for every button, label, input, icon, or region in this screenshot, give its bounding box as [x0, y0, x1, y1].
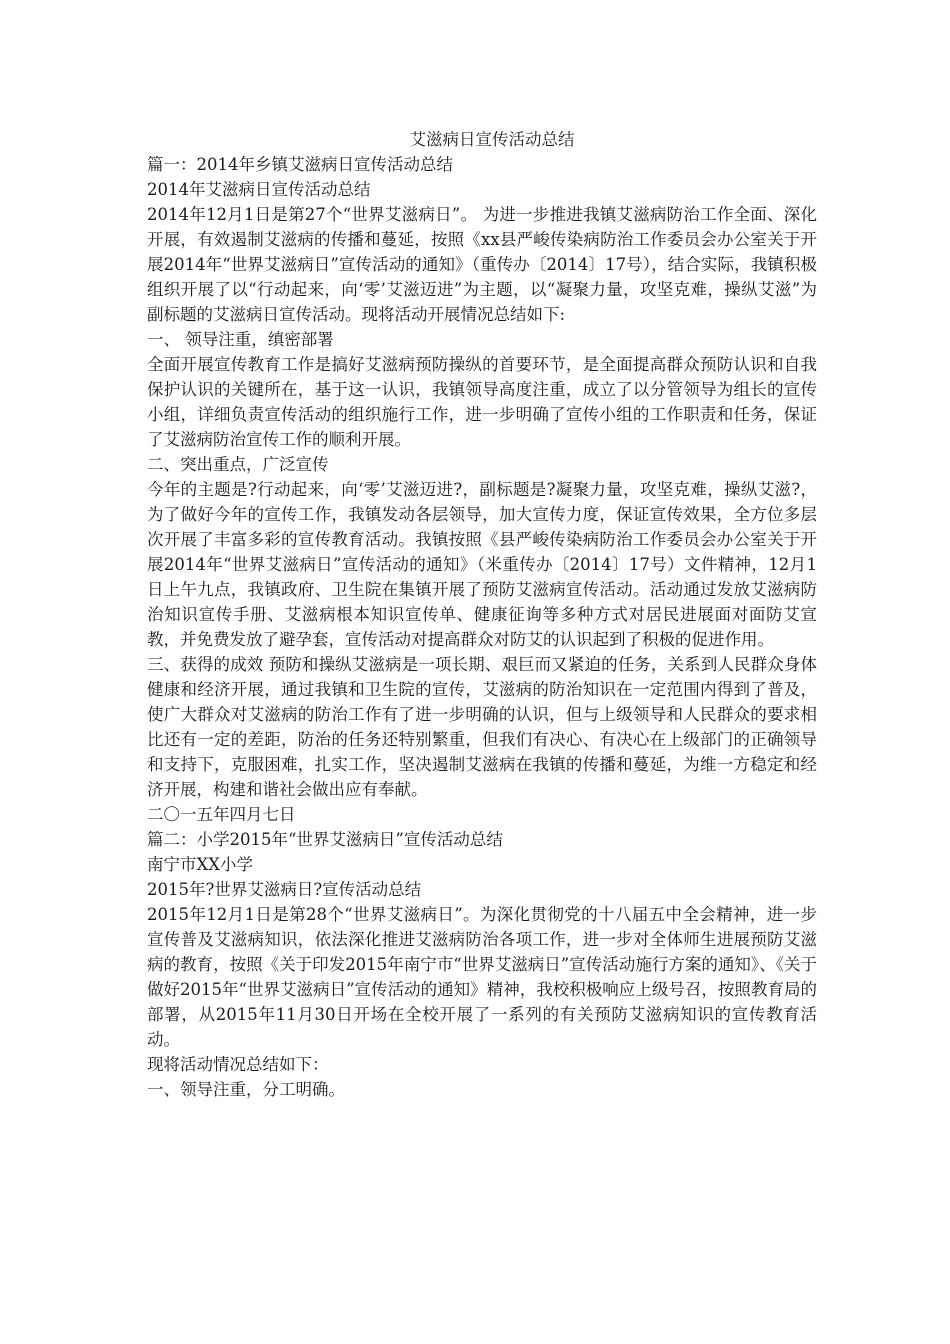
part1-intro-paragraph: 2014年12月1日是第27个“世界艾滋病日”。 为进一步推进我镇艾滋病防治工作全面、深化开展，有效遏制艾滋病的传播和蔓延，按照《xx县严峻传染病防治工作委员会办公室关于开展2014年“世界艾滋病日”宣传活动的通知》（重传办〔2014〕17号），结合实际，我镇积极组织开展了以“行动起来，向‘零’艾滋迈进”为主题，以“凝聚力量，攻坚克难，操纵艾滋”为副标题的艾滋病日宣传活动。现将活动开展情况总结如下: [147, 205, 817, 324]
part1-section1-paragraph: 全面开展宣传教育工作是搞好艾滋病预防操纵的首要环节，是全面提高群众预防认识和自我保护认识的关键所在，基于这一认识，我镇领导高度注重，成立了以分管领导为组长的宣传小组，详细负责宣传活动的组织施行工作，进一步明确了宣传小组的工作职责和任务，保证了艾滋病防治宣传工作的顺利开展。 [147, 355, 817, 449]
part1-section2-paragraph: 今年的主题是?行动起来，向‘零’艾滋迈进?，副标题是?凝聚力量，攻坚克难，操纵艾滋?，为了做好今年的宣传工作，我镇发动各层领导，加大宣传力度，保证宣传效果，全方位多层次开展了丰富多彩的宣传教育活动。我镇按照《县严峻传染病防治工作委员会办公室关于开展2014年“世界艾滋病日”宣传活动的通知》（米重传办〔2014〕17号）文件精神，12月1日上午九点，我镇政府、卫生院在集镇开展了预防艾滋病宣传活动。活动通过发放艾滋病防治知识宣传手册、艾滋病根本知识宣传单、健康征询等多种方式对居民进展面对面防艾宣教，并免费发放了避孕套，宣传活动对提高群众对防艾的认识起到了积极的促进作用。 [147, 480, 817, 649]
document-title: 艾滋病日宣传活动总结 [409, 130, 575, 149]
part1-section2-heading: 二、突出重点，广泛宣传 [147, 455, 329, 474]
part2-heading: 篇二：小学2015年“世界艾滋病日”宣传活动总结 [147, 830, 503, 849]
part1-date: 二〇一五年四月七日 [147, 805, 296, 824]
document-body [147, 127, 817, 1102]
part1-section1-heading: 一、 领导注重，缜密部署 [147, 330, 334, 349]
part1-heading: 篇一：2014年乡镇艾滋病日宣传活动总结 [147, 155, 453, 174]
part2-school-name: 南宁市XX小学 [147, 855, 253, 874]
part2-summary-line: 现将活动情况总结如下： [147, 1055, 329, 1074]
part2-subtitle: 2015年?世界艾滋病日?宣传活动总结 [147, 880, 422, 899]
part1-section3-paragraph: 三、获得的成效 预防和操纵艾滋病是一项长期、艰巨而又紧迫的任务，关系到人民群众身体健康和经济开展，通过我镇和卫生院的宣传，艾滋病的防治知识在一定范围内得到了普及，使广大群众对艾滋病的防治工作有了进一步明确的认识，但与上级领导和人民群众的要求相比还有一定的差距，防治的任务还特别繁重，但我们有决心、有决心在上级部门的正确领导和支持下，克服困难，扎实工作，坚决遏制艾滋病在我镇的传播和蔓延，为维一方稳定和经济开展，构建和谐社会做出应有奉献。 [147, 655, 817, 799]
part1-subtitle: 2014年艾滋病日宣传活动总结 [147, 180, 371, 199]
part2-section1-heading: 一、领导注重，分工明确。 [147, 1080, 345, 1099]
part2-intro-paragraph: 2015年12月1日是第28个“世界艾滋病日”。为深化贯彻党的十八届五中全会精神，进一步宣传普及艾滋病知识，依法深化推进艾滋病防治各项工作，进一步对全体师生进展预防艾滋病的教育，按照《关于印发2015年南宁市“世界艾滋病日”宣传活动施行方案的通知》、《关于做好2015年“世界艾滋病日”宣传活动的通知》精神，我校积极响应上级号召，按照教育局的部署，从2015年11月30日开场在全校开展了一系列的有关预防艾滋病知识的宣传教育活动。 [147, 905, 817, 1049]
